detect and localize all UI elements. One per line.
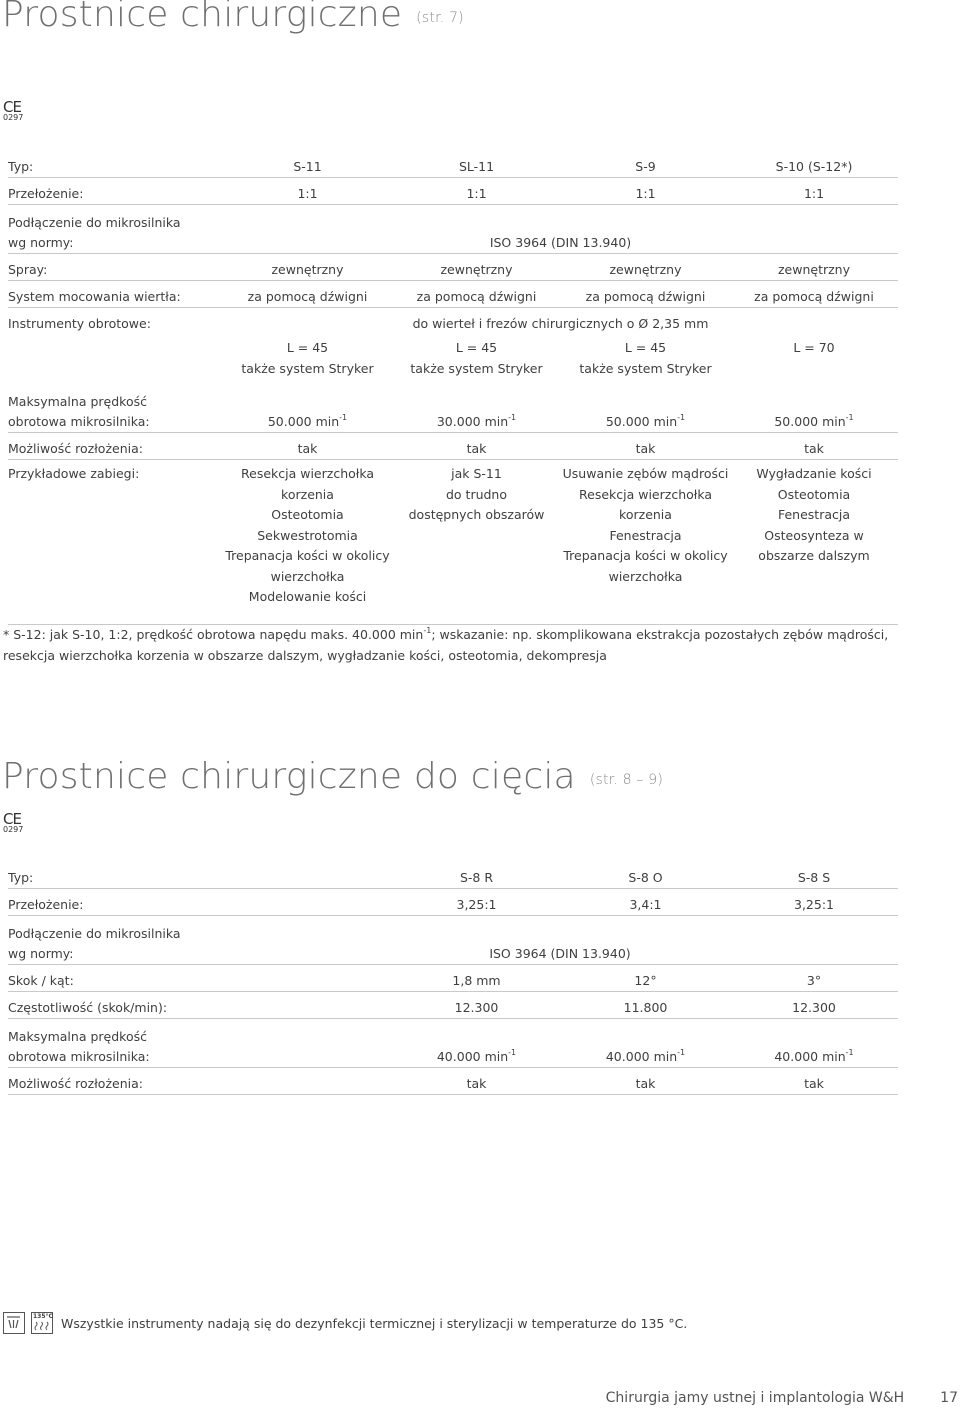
speed-cell	[392, 1019, 561, 1068]
disassembly-cell: tak	[223, 433, 392, 460]
row-label-line1: Podłączenie do mikrosilnika	[8, 926, 181, 941]
row-label	[8, 1019, 392, 1068]
table-row	[8, 965, 898, 992]
page-footer	[606, 1390, 958, 1406]
row-label: Możliwość rozłożenia:	[8, 433, 223, 460]
speed-exp: -1	[677, 1048, 686, 1057]
procedure-item: dostępnych obszarów	[408, 507, 545, 522]
speed-cell	[730, 1019, 898, 1068]
section2-title-text: Prostnice chirurgiczne do cięcia	[2, 756, 576, 797]
speed-exp: -1	[508, 413, 517, 422]
table-row	[8, 992, 898, 1019]
speed-exp: -1	[845, 1048, 854, 1057]
table-row	[8, 334, 898, 384]
procedures-cell	[561, 460, 730, 625]
section1-title-text: Prostnice chirurgiczne	[2, 0, 403, 35]
speed-value: 30.000 min	[436, 414, 509, 429]
row-label: Spray:	[8, 254, 223, 281]
length-cell	[392, 334, 561, 384]
length-value: L = 70	[793, 340, 835, 355]
speed-exp: -1	[845, 413, 854, 422]
ratio-cell: 3,4:1	[561, 889, 730, 916]
spray-cell: zewnętrzny	[561, 254, 730, 281]
length-value: L = 45	[286, 340, 329, 355]
procedure-item: Resekcja wierzchołka	[579, 486, 712, 502]
sterilization-temp-label: 135°C	[33, 1313, 53, 1320]
length-cell	[730, 334, 898, 384]
footnote-text: ; wskazanie: np. skomplikowana ekstrakcja pozostałych zębów mądrości,	[431, 627, 889, 642]
procedure-item: wierzchołka	[270, 568, 345, 584]
row-label: Typ:	[8, 866, 392, 889]
speed-exp: -1	[677, 413, 686, 422]
sterilization-note	[3, 1312, 903, 1334]
procedure-item: jak S-11	[451, 466, 502, 481]
procedure-item: Osteotomia	[777, 486, 851, 502]
row-label	[8, 205, 223, 254]
footnote-line2: resekcja wierzchołka korzenia w obszarze dalszym, wygładzanie kości, osteotomia, dekompresja	[3, 648, 607, 663]
row-label-line2: obrotowa mikrosilnika:	[8, 414, 150, 429]
procedure-item: Fenestracja	[609, 527, 682, 543]
speed-value: 40.000 min	[774, 1049, 846, 1064]
speed-cell	[392, 384, 561, 433]
length-value: L = 45	[455, 340, 498, 355]
frequency-cell: 12.300	[730, 992, 898, 1019]
row-label: System mocowania wiertła:	[8, 281, 223, 308]
disassembly-cell: tak	[730, 1068, 898, 1095]
spray-cell: zewnętrzny	[223, 254, 392, 281]
procedure-item: Modelowanie kości	[248, 589, 367, 604]
row-label: Częstotliwość (skok/min):	[8, 992, 392, 1019]
table-row	[8, 889, 898, 916]
stroke-cell: 12°	[561, 965, 730, 992]
row-label-line1: Maksymalna prędkość	[8, 394, 147, 409]
row-label	[8, 916, 392, 965]
procedures-cell	[730, 460, 898, 625]
chuck-cell: za pomocą dźwigni	[392, 281, 561, 308]
stroke-cell: 1,8 mm	[392, 965, 561, 992]
procedure-item: korzenia	[281, 486, 334, 502]
ce-mark-icon: CE	[3, 98, 21, 116]
sterilization-text: Wszystkie instrumenty nadają się do dezynfekcji termicznej i sterylizacji w temperaturze do 135 °C.	[61, 1315, 688, 1331]
length-note: także system Stryker	[241, 360, 374, 376]
footnote-line1	[3, 624, 903, 645]
procedures-cell	[223, 460, 392, 625]
speed-value: 50.000 min	[605, 414, 678, 429]
footnote-exp: -1	[423, 626, 432, 635]
disassembly-cell: tak	[730, 433, 898, 460]
length-value: L = 45	[624, 340, 667, 355]
frequency-cell: 11.800	[561, 992, 730, 1019]
ce-mark-icon: CE	[3, 810, 21, 828]
row-label-line2: wg normy:	[8, 235, 74, 250]
procedure-item: Wygładzanie kości	[756, 466, 872, 481]
footnote	[3, 624, 903, 666]
spray-cell: zewnętrzny	[392, 254, 561, 281]
table-row	[8, 254, 898, 281]
procedure-item: Osteosynteza w	[764, 527, 864, 543]
row-label-line2: wg normy:	[8, 946, 74, 961]
ratio-cell: 3,25:1	[392, 889, 561, 916]
sterilization-135-icon	[31, 1312, 53, 1334]
procedure-item: obszarze dalszym	[758, 548, 870, 563]
procedures-cell	[392, 460, 561, 625]
section2-title	[2, 756, 663, 797]
ratio-cell: 3,25:1	[730, 889, 898, 916]
table-row	[8, 178, 898, 205]
footnote-text: * S-12: jak S-10, 1:2, prędkość obrotowa napędu maks. 40.000 min	[3, 627, 424, 642]
ratio-cell: 1:1	[223, 178, 392, 205]
procedure-item: Trepanacja kości w okolicy	[225, 548, 390, 563]
row-label: Typ:	[8, 155, 223, 178]
row-label-line1: Maksymalna prędkość	[8, 1029, 147, 1044]
ratio-cell: 1:1	[730, 178, 898, 205]
table-row	[8, 155, 898, 178]
speed-value: 50.000 min	[774, 414, 846, 429]
speed-cell	[223, 384, 392, 433]
ce-number: 0297	[3, 825, 24, 834]
disassembly-cell: tak	[392, 433, 561, 460]
row-label: Przełożenie:	[8, 178, 223, 205]
spec-table-2	[8, 866, 898, 1095]
length-cell	[561, 334, 730, 384]
chuck-cell: za pomocą dźwigni	[223, 281, 392, 308]
table-row	[8, 460, 898, 625]
type-cell: S-8 O	[561, 866, 730, 889]
speed-cell	[561, 384, 730, 433]
section1-title	[2, 0, 464, 35]
speed-value: 40.000 min	[436, 1049, 509, 1064]
footer-title: Chirurgia jamy ustnej i implantologia W&H	[605, 1390, 905, 1406]
ce-mark-2	[3, 812, 23, 834]
table-row	[8, 308, 898, 335]
type-cell: S-8 S	[730, 866, 898, 889]
procedure-item: korzenia	[619, 507, 672, 522]
row-label: Przełożenie:	[8, 889, 392, 916]
chuck-cell: za pomocą dźwigni	[561, 281, 730, 308]
table-row	[8, 866, 898, 889]
procedure-item: do trudno	[445, 486, 508, 502]
row-label: Możliwość rozłożenia:	[8, 1068, 392, 1095]
thermo-disinfector-icon	[3, 1312, 25, 1334]
length-note: także system Stryker	[410, 360, 543, 376]
row-label-line1: Podłączenie do mikrosilnika	[8, 215, 181, 230]
row-label-line2: obrotowa mikrosilnika:	[8, 1049, 150, 1064]
procedure-item: Resekcja wierzchołka	[241, 466, 374, 481]
ce-mark-1	[3, 100, 23, 122]
ratio-cell: 1:1	[561, 178, 730, 205]
spray-cell: zewnętrzny	[730, 254, 898, 281]
speed-exp: -1	[339, 413, 348, 422]
procedure-item: Fenestracja	[777, 507, 851, 522]
ce-number: 0297	[3, 113, 24, 122]
table-row	[8, 1068, 898, 1095]
disassembly-cell: tak	[561, 1068, 730, 1095]
row-label: Skok / kąt:	[8, 965, 392, 992]
table-row	[8, 384, 898, 433]
type-cell: S-10 (S-12*)	[730, 155, 898, 178]
stroke-cell: 3°	[730, 965, 898, 992]
row-label: Instrumenty obrotowe:	[8, 316, 151, 331]
length-cell	[223, 334, 392, 384]
speed-cell	[730, 384, 898, 433]
speed-value: 50.000 min	[267, 414, 340, 429]
table-row	[8, 916, 898, 965]
table-row	[8, 281, 898, 308]
speed-cell	[561, 1019, 730, 1068]
disassembly-cell: tak	[561, 433, 730, 460]
norm-cell: ISO 3964 (DIN 13.940)	[392, 916, 898, 965]
procedure-item: Sekwestrotomia	[257, 527, 358, 543]
disassembly-cell: tak	[392, 1068, 561, 1095]
section1-page-ref: (str. 7)	[416, 10, 464, 26]
frequency-cell: 12.300	[392, 992, 561, 1019]
procedure-item: Osteotomia	[271, 507, 344, 522]
spec-table-1	[8, 155, 898, 625]
table-row	[8, 1019, 898, 1068]
norm-cell: ISO 3964 (DIN 13.940)	[223, 205, 898, 254]
type-cell: S-8 R	[392, 866, 561, 889]
type-cell: S-9	[561, 155, 730, 178]
instruments-cell: do wierteł i frezów chirurgicznych o Ø 2,35 mm	[412, 316, 709, 331]
procedure-item: Trepanacja kości w okolicy	[563, 548, 728, 563]
page-number: 17	[940, 1390, 958, 1406]
row-label	[8, 384, 223, 433]
procedure-item: Usuwanie zębów mądrości	[562, 466, 729, 481]
type-cell: SL-11	[392, 155, 561, 178]
section2-page-ref: (str. 8 – 9)	[589, 772, 664, 788]
procedure-item: wierzchołka	[608, 568, 683, 584]
speed-exp: -1	[508, 1048, 517, 1057]
row-label: Przykładowe zabiegi:	[8, 460, 223, 625]
table-row	[8, 205, 898, 254]
ratio-cell: 1:1	[392, 178, 561, 205]
chuck-cell: za pomocą dźwigni	[730, 281, 898, 308]
speed-value: 40.000 min	[605, 1049, 678, 1064]
table-row	[8, 433, 898, 460]
length-note: także system Stryker	[579, 360, 712, 376]
type-cell: S-11	[223, 155, 392, 178]
